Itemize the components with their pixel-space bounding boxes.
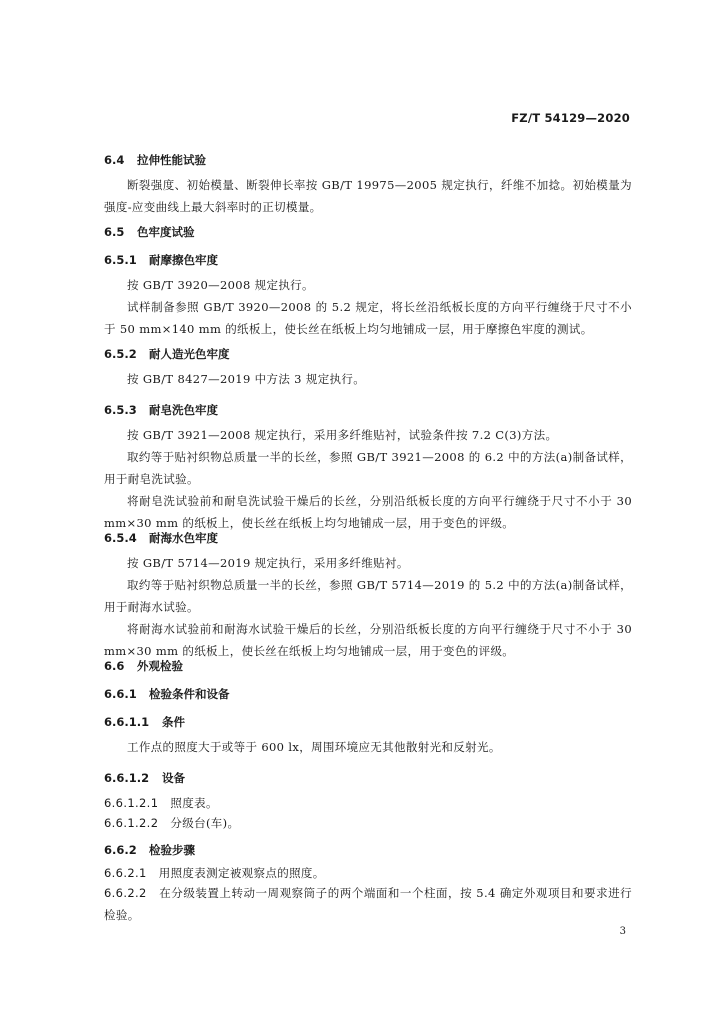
document-code: FZ/T 54129—2020: [511, 111, 630, 125]
section-heading-6-5-3: [104, 402, 218, 418]
section-heading-6-6-1-1: [104, 714, 185, 730]
paragraph-6-6-1-1: 工作点的照度大于或等于 600 lx，周围环境应无其他散射光和反射光。: [127, 740, 501, 754]
section-heading-6-5-2: [104, 346, 230, 362]
section-title: 条件: [162, 715, 185, 729]
section-title: 色牢度试验: [137, 225, 195, 239]
paragraph-6-5-4-c: 将耐海水试验前和耐海水试验干燥后的长丝，分别沿纸板长度的方向平行缠绕于尺寸不小于 30 mm×30 mm 的纸板上，使长丝在纸板上均匀地铺成一层，用于变色的评级。: [104, 622, 632, 658]
paragraph-6-5-4-b: 取约等于贴衬织物总质量一半的长丝，参照 GB/T 5714—2019 的 5.2 中的方法(a)制备试样，用于耐海水试验。: [104, 578, 632, 614]
section-number: 6.5.1: [104, 253, 137, 267]
list-item-6-6-2-1: [104, 862, 632, 884]
section-number: 6.5.2: [104, 347, 137, 361]
paragraph-6-5-4-a: 按 GB/T 5714—2019 规定执行，采用多纤维贴衬。: [127, 556, 409, 570]
paragraph-6-5-3-c: 将耐皂洗试验前和耐皂洗试验干燥后的长丝，分别沿纸板长度的方向平行缠绕于尺寸不小于 30 mm×30 mm 的纸板上，使长丝在纸板上均匀地铺成一层，用于变色的评级。: [104, 494, 632, 530]
paragraph-6-5-1-a: 按 GB/T 3920—2008 规定执行。: [127, 278, 314, 292]
paragraph-6-5-3-b: 取约等于贴衬织物总质量一半的长丝，参照 GB/T 3921—2008 的 6.2 中的方法(a)制备试样，用于耐皂洗试验。: [104, 450, 632, 486]
item-number: 6.6.2.2: [104, 886, 147, 900]
section-title: 耐摩擦色牢度: [149, 253, 218, 267]
list-item-6-6-2-2: [104, 882, 632, 926]
section-heading-6-5-4: [104, 530, 218, 546]
section-title: 设备: [162, 771, 185, 785]
paragraph-6-5-1-b: 试样制备参照 GB/T 3920—2008 的 5.2 规定，将长丝沿纸板长度的方向平行缠绕于尺寸不小于 50 mm×140 mm 的纸板上，使长丝在纸板上均匀地铺成一层，用于摩擦色牢度的测试。: [104, 300, 632, 336]
section-title: 检验条件和设备: [149, 687, 230, 701]
section-title: 拉伸性能试验: [137, 153, 206, 167]
section-title: 检验步骤: [149, 843, 195, 857]
section-number: 6.6.1: [104, 687, 137, 701]
section-title: 耐人造光色牢度: [149, 347, 230, 361]
paragraph-6-5-2: 按 GB/T 8427—2019 中方法 3 规定执行。: [127, 372, 366, 386]
item-number: 6.6.1.2.2: [104, 816, 159, 830]
list-item-6-6-1-2-2: [104, 812, 632, 834]
section-number: 6.6.2: [104, 843, 137, 857]
page-number: 3: [619, 926, 626, 937]
section-number: 6.6.1.2: [104, 771, 150, 785]
paragraph-6-5-3-a: 按 GB/T 3921—2008 规定执行，采用多纤维贴衬，试验条件按 7.2 C(3)方法。: [127, 428, 558, 442]
item-number: 6.6.2.1: [104, 866, 147, 880]
section-heading-6-6: [104, 658, 183, 674]
section-heading-6-5: [104, 224, 195, 240]
section-number: 6.5: [104, 225, 125, 239]
section-title: 耐皂洗色牢度: [149, 403, 218, 417]
list-item-6-6-1-2-1: [104, 792, 632, 814]
section-title: 外观检验: [137, 659, 183, 673]
section-heading-6-4: [104, 152, 206, 168]
section-number: 6.4: [104, 153, 125, 167]
item-text: 分级台(车)。: [170, 816, 240, 830]
section-heading-6-6-1: [104, 686, 230, 702]
item-number: 6.6.1.2.1: [104, 796, 159, 810]
section-heading-6-6-1-2: [104, 770, 185, 786]
section-heading-6-6-2: [104, 842, 195, 858]
item-text: 照度表。: [170, 796, 218, 810]
item-text: 在分级装置上转动一周观察筒子的两个端面和一个柱面，按 5.4 确定外观项目和要求进行检验。: [104, 886, 632, 922]
section-number: 6.5.3: [104, 403, 137, 417]
section-number: 6.5.4: [104, 531, 137, 545]
paragraph-6-4: 断裂强度、初始模量、断裂伸长率按 GB/T 19975—2005 规定执行，纤维不加捻。初始模量为强度-应变曲线上最大斜率时的正切模量。: [104, 178, 632, 214]
section-heading-6-5-1: [104, 252, 218, 268]
item-text: 用照度表测定被观察点的照度。: [158, 866, 325, 880]
section-number: 6.6: [104, 659, 125, 673]
section-number: 6.6.1.1: [104, 715, 150, 729]
section-title: 耐海水色牢度: [149, 531, 218, 545]
